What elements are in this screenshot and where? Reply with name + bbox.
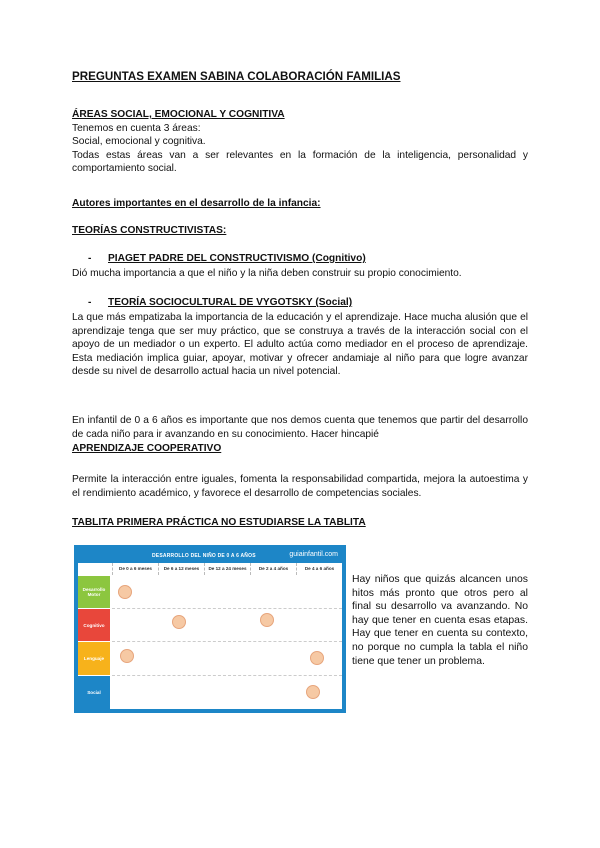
areas-line-2: Social, emocional y cognitiva. [72, 136, 206, 147]
row-divider [112, 641, 342, 642]
piaget-bullet: - [88, 253, 92, 264]
chart-columns [112, 563, 342, 575]
chart-header [78, 549, 342, 563]
vygotsky-text: La que más empatizaba la importancia de la educación y el aprendizaje. Hace mucha alusión que el aprendizaje tenga que ser muy práctico, que se construya a través de la interacción social con el apoyo de un mediador o un experto. El adulto actúa como mediador en el proceso de aprendizaje. Esta mediación implica guiar, apoyar, motivar y ofrecer andamiaje al niño para que logre avanzar desde su nivel de desarrollo actual hacia un nivel potencial. [72, 312, 528, 377]
piaget-text: Dió mucha importancia a que el niño y la niña deben construir su propio conocimiento. [72, 268, 462, 279]
theories-heading: TEORÍAS CONSTRUCTIVISTAS: [72, 225, 227, 236]
baby-illustration-icon [172, 615, 186, 629]
baby-illustration-icon [120, 649, 134, 663]
row-lenguaje: Lenguaje [78, 642, 110, 675]
column-0-6m: De 0 a 6 meses [112, 563, 158, 575]
areas-heading: ÁREAS SOCIAL, EMOCIONAL Y COGNITIVA [72, 109, 285, 120]
side-note-text: Hay niños que quizás alcancen unos hitos más pronto que otros pero al final su desarrollo va avanzando. No hay que tener en cuenta esas etapas. Hay que tener en cuenta su contexto, no porque no cumpla la tabla el niño tiene que tener un problema. [352, 574, 528, 667]
child-illustration-icon [306, 685, 320, 699]
cooperativo-text: Permite la interacción entre iguales, fomenta la responsabilidad compartida, mejora la autoestima y el rendimiento académico, y favorece el desarrollo de competencias sociales. [72, 474, 528, 499]
column-12-24m: De 12 a 24 meses [204, 563, 250, 575]
row-social: Social [78, 676, 110, 709]
areas-line-3: Todas estas áreas van a ser relevantes en la formación de la inteligencia, personalidad y comportamiento social. [72, 149, 528, 174]
column-2-4y: De 2 a 4 años [250, 563, 296, 575]
cooperativo-heading: APRENDIZAJE COOPERATIVO [72, 443, 222, 454]
baby-illustration-icon [118, 585, 132, 599]
section-areas [72, 108, 528, 176]
development-chart-image [74, 545, 346, 713]
vygotsky-text-2: En infantil de 0 a 6 años es importante que nos demos cuenta que tenemos que partir del desarrollo de cada niño para ir avanzando en su conocimiento. Hacer hincapié [72, 415, 528, 440]
authors-heading: Autores importantes en el desarrollo de la infancia: [72, 198, 321, 209]
chart-title: DESARROLLO DEL NIÑO DE 0 A 6 AÑOS [152, 553, 256, 559]
column-4-6y: De 4 a 6 años [296, 563, 342, 575]
column-6-12m: De 6 a 12 meses [158, 563, 204, 575]
chart-side-note [352, 573, 528, 668]
child-illustration-icon [310, 651, 324, 665]
areas-line-1: Tenemos en cuenta 3 áreas: [72, 122, 201, 134]
chart-site: guiainfantil.com [289, 551, 338, 558]
document-title: PREGUNTAS EXAMEN SABINA COLABORACIÓN FAMILIAS [72, 70, 401, 83]
vygotsky-heading: TEORÍA SOCIOCULTURAL DE VYGOTSKY (Social) [108, 297, 353, 308]
row-divider [112, 608, 342, 609]
row-motor: Desarrollo Motor [78, 576, 110, 608]
chart-body [78, 563, 342, 709]
piaget-heading: PIAGET PADRE DEL CONSTRUCTIVISMO (Cognitivo) [108, 253, 366, 264]
row-cognitivo: Cognitivo [78, 609, 110, 641]
row-divider [112, 675, 342, 676]
vygotsky-bullet: - [88, 297, 92, 308]
tablita-heading: TABLITA PRIMERA PRÁCTICA NO ESTUDIARSE LA TABLITA [72, 517, 366, 528]
child-illustration-icon [260, 613, 274, 627]
